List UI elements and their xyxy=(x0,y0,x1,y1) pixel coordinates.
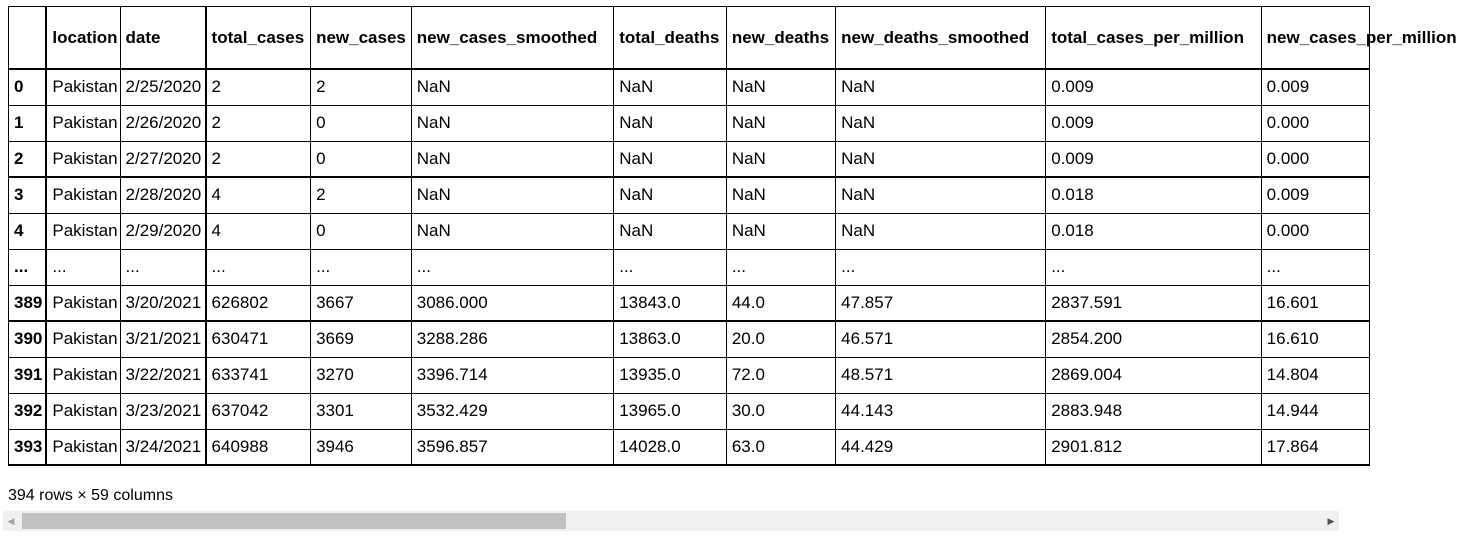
cell-new-deaths-smoothed: NaN xyxy=(836,213,1046,249)
table-summary: 394 rows × 59 columns xyxy=(8,487,173,504)
row-index: 391 xyxy=(9,357,47,393)
table-body xyxy=(9,69,1370,465)
cell-new-cases: 0 xyxy=(311,141,412,177)
column-header-new-deaths-smoothed: new_deaths_smoothed xyxy=(836,7,1046,70)
table-row xyxy=(9,249,1370,285)
cell-new-deaths-smoothed: 44.143 xyxy=(836,393,1046,429)
cell-date: 3/21/2021 xyxy=(120,321,206,357)
cell-total-deaths: 13935.0 xyxy=(614,357,727,393)
cell-new-deaths-smoothed: 44.429 xyxy=(836,429,1046,465)
cell-total-deaths: NaN xyxy=(614,213,727,249)
cell-location: Pakistan xyxy=(46,213,120,249)
row-index: ... xyxy=(9,249,47,285)
cell-date: 2/26/2020 xyxy=(120,105,206,141)
cell-new-deaths: 44.0 xyxy=(726,285,835,321)
cell-new-cases: 3946 xyxy=(311,429,412,465)
cell-location: Pakistan xyxy=(46,141,120,177)
horizontal-scrollbar[interactable] xyxy=(3,511,1339,531)
scroll-left-icon[interactable]: ◀ xyxy=(7,516,15,526)
cell-new-deaths-smoothed: NaN xyxy=(836,105,1046,141)
table-row xyxy=(9,213,1370,249)
table-row xyxy=(9,285,1370,321)
cell-new-cases-smoothed: NaN xyxy=(411,177,613,213)
cell-total-cases: 4 xyxy=(206,213,311,249)
column-header-new-cases-per-million: new_cases_per_million xyxy=(1261,7,1369,70)
row-index: 2 xyxy=(9,141,47,177)
cell-new-cases-smoothed: NaN xyxy=(411,141,613,177)
cell-total-cases-per-million: 0.009 xyxy=(1046,69,1261,105)
header-row xyxy=(9,7,1370,70)
cell-total-cases-per-million: 0.009 xyxy=(1046,105,1261,141)
cell-total-cases: 2 xyxy=(206,105,311,141)
table-row xyxy=(9,429,1370,465)
row-index: 393 xyxy=(9,429,47,465)
cell-date: 3/22/2021 xyxy=(120,357,206,393)
cell-location: Pakistan xyxy=(46,69,120,105)
cell-new-deaths: 20.0 xyxy=(726,321,835,357)
cell-total-cases-per-million: 2837.591 xyxy=(1046,285,1261,321)
column-header-total-deaths: total_deaths xyxy=(614,7,727,70)
cell-new-deaths-smoothed: ... xyxy=(836,249,1046,285)
cell-new-cases: 2 xyxy=(311,177,412,213)
cell-new-deaths-smoothed: NaN xyxy=(836,141,1046,177)
cell-date: 2/25/2020 xyxy=(120,69,206,105)
cell-date: 3/23/2021 xyxy=(120,393,206,429)
dataframe-table xyxy=(8,6,1457,466)
column-header-new-cases-smoothed: new_cases_smoothed xyxy=(411,7,613,70)
cell-total-cases: 626802 xyxy=(206,285,311,321)
table-row xyxy=(9,177,1370,213)
cell-new-deaths: NaN xyxy=(726,105,835,141)
column-header-total-cases: total_cases xyxy=(206,7,311,70)
cell-new-cases: 3667 xyxy=(311,285,412,321)
column-header-date: date xyxy=(120,7,206,70)
cell-new-cases: 3270 xyxy=(311,357,412,393)
cell-new-cases-per-million: 0.009 xyxy=(1261,177,1369,213)
cell-total-deaths: 13863.0 xyxy=(614,321,727,357)
cell-date: ... xyxy=(120,249,206,285)
cell-new-deaths: 63.0 xyxy=(726,429,835,465)
cell-new-deaths-smoothed: NaN xyxy=(836,69,1046,105)
cell-date: 2/28/2020 xyxy=(120,177,206,213)
cell-new-cases-per-million: 14.804 xyxy=(1261,357,1369,393)
cell-new-cases-smoothed: NaN xyxy=(411,105,613,141)
cell-total-cases-per-million: ... xyxy=(1046,249,1261,285)
table-row xyxy=(9,141,1370,177)
scroll-right-icon[interactable]: ▶ xyxy=(1327,516,1335,526)
cell-total-deaths: 13965.0 xyxy=(614,393,727,429)
row-index: 390 xyxy=(9,321,47,357)
cell-new-cases-smoothed: 3532.429 xyxy=(411,393,613,429)
table-row xyxy=(9,69,1370,105)
index-header xyxy=(9,7,47,70)
cell-new-cases: 0 xyxy=(311,105,412,141)
cell-total-cases: ... xyxy=(206,249,311,285)
cell-total-cases: 2 xyxy=(206,141,311,177)
cell-new-cases-per-million: 0.009 xyxy=(1261,69,1369,105)
cell-total-deaths: NaN xyxy=(614,105,727,141)
cell-total-cases: 2 xyxy=(206,69,311,105)
cell-location: Pakistan xyxy=(46,357,120,393)
cell-new-cases-smoothed: 3086.000 xyxy=(411,285,613,321)
cell-new-cases: 3669 xyxy=(311,321,412,357)
cell-new-deaths-smoothed: 48.571 xyxy=(836,357,1046,393)
row-index: 3 xyxy=(9,177,47,213)
table-row xyxy=(9,393,1370,429)
cell-total-cases: 4 xyxy=(206,177,311,213)
cell-location: Pakistan xyxy=(46,321,120,357)
cell-new-cases-per-million: 16.601 xyxy=(1261,285,1369,321)
cell-location: Pakistan xyxy=(46,285,120,321)
cell-new-cases: 3301 xyxy=(311,393,412,429)
cell-total-deaths: ... xyxy=(614,249,727,285)
cell-new-deaths-smoothed: 46.571 xyxy=(836,321,1046,357)
cell-total-deaths: NaN xyxy=(614,69,727,105)
cell-new-deaths-smoothed: NaN xyxy=(836,177,1046,213)
dataframe-viewport xyxy=(8,6,1457,468)
cell-new-cases-smoothed: NaN xyxy=(411,69,613,105)
cell-new-cases-smoothed: 3596.857 xyxy=(411,429,613,465)
cell-total-deaths: NaN xyxy=(614,141,727,177)
cell-total-cases-per-million: 2901.812 xyxy=(1046,429,1261,465)
scrollbar-thumb[interactable] xyxy=(22,513,566,529)
cell-total-cases: 637042 xyxy=(206,393,311,429)
cell-total-cases: 640988 xyxy=(206,429,311,465)
row-index: 4 xyxy=(9,213,47,249)
cell-new-deaths: 72.0 xyxy=(726,357,835,393)
cell-total-cases-per-million: 2883.948 xyxy=(1046,393,1261,429)
cell-date: 2/29/2020 xyxy=(120,213,206,249)
cell-new-deaths: NaN xyxy=(726,177,835,213)
cell-total-cases-per-million: 0.018 xyxy=(1046,177,1261,213)
cell-new-deaths: NaN xyxy=(726,141,835,177)
column-header-total-cases-per-million: total_cases_per_million xyxy=(1046,7,1261,70)
table-row xyxy=(9,321,1370,357)
cell-new-deaths: NaN xyxy=(726,69,835,105)
cell-new-cases-per-million: ... xyxy=(1261,249,1369,285)
cell-total-cases: 630471 xyxy=(206,321,311,357)
cell-new-cases-per-million: 0.000 xyxy=(1261,213,1369,249)
cell-total-deaths: 14028.0 xyxy=(614,429,727,465)
cell-new-cases-per-million: 16.610 xyxy=(1261,321,1369,357)
cell-new-cases: 2 xyxy=(311,69,412,105)
cell-total-deaths: NaN xyxy=(614,177,727,213)
cell-total-cases: 633741 xyxy=(206,357,311,393)
cell-date: 2/27/2020 xyxy=(120,141,206,177)
cell-total-cases-per-million: 2869.004 xyxy=(1046,357,1261,393)
cell-new-cases-per-million: 14.944 xyxy=(1261,393,1369,429)
table-row xyxy=(9,357,1370,393)
cell-new-cases-smoothed: ... xyxy=(411,249,613,285)
cell-total-cases-per-million: 0.009 xyxy=(1046,141,1261,177)
cell-new-cases-smoothed: NaN xyxy=(411,213,613,249)
cell-total-cases-per-million: 0.018 xyxy=(1046,213,1261,249)
cell-new-cases-per-million: 0.000 xyxy=(1261,141,1369,177)
cell-new-deaths: NaN xyxy=(726,213,835,249)
row-index: 0 xyxy=(9,69,47,105)
cell-total-deaths: 13843.0 xyxy=(614,285,727,321)
cell-new-cases-per-million: 17.864 xyxy=(1261,429,1369,465)
cell-new-deaths-smoothed: 47.857 xyxy=(836,285,1046,321)
cell-new-deaths: ... xyxy=(726,249,835,285)
row-index: 1 xyxy=(9,105,47,141)
row-index: 392 xyxy=(9,393,47,429)
cell-new-cases-smoothed: 3288.286 xyxy=(411,321,613,357)
table-row xyxy=(9,105,1370,141)
cell-date: 3/20/2021 xyxy=(120,285,206,321)
cell-new-cases: ... xyxy=(311,249,412,285)
cell-new-deaths: 30.0 xyxy=(726,393,835,429)
column-header-new-deaths: new_deaths xyxy=(726,7,835,70)
cell-date: 3/24/2021 xyxy=(120,429,206,465)
cell-location: Pakistan xyxy=(46,177,120,213)
cell-total-cases-per-million: 2854.200 xyxy=(1046,321,1261,357)
cell-location: Pakistan xyxy=(46,429,120,465)
column-header-new-cases: new_cases xyxy=(311,7,412,70)
column-header-location: location xyxy=(46,7,120,70)
cell-location: Pakistan xyxy=(46,105,120,141)
cell-new-cases-smoothed: 3396.714 xyxy=(411,357,613,393)
cell-new-cases: 0 xyxy=(311,213,412,249)
cell-location: Pakistan xyxy=(46,393,120,429)
cell-location: ... xyxy=(46,249,120,285)
row-index: 389 xyxy=(9,285,47,321)
cell-new-cases-per-million: 0.000 xyxy=(1261,105,1369,141)
